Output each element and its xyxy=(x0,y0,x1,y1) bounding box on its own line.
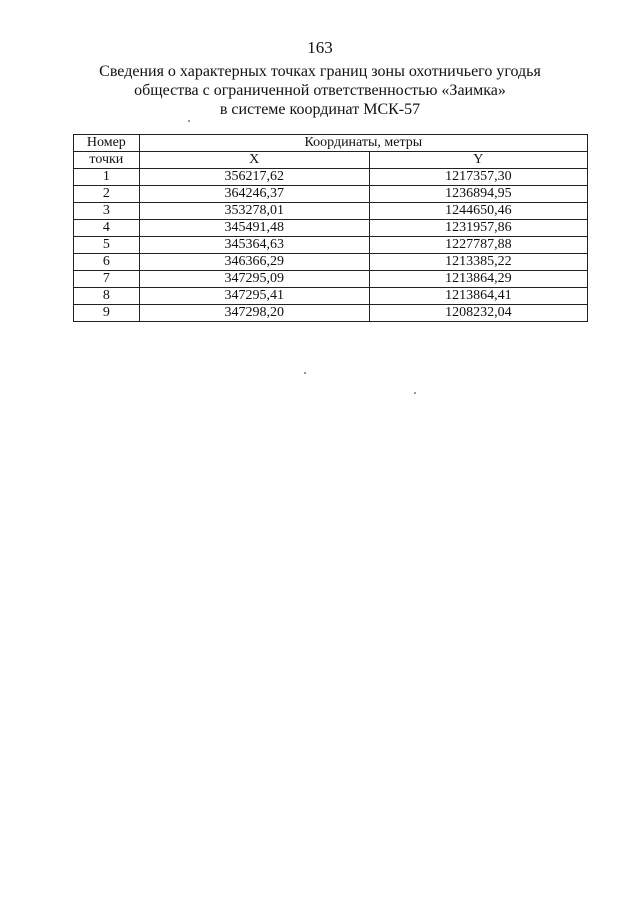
title-line-2: общества с ограниченной ответственностью «Заимка» xyxy=(134,82,506,99)
page-number: 163 xyxy=(307,38,333,57)
scan-speck xyxy=(304,372,306,374)
scan-speck xyxy=(188,120,190,122)
cell-x: 347298,20 xyxy=(139,305,369,322)
cell-x: 356217,62 xyxy=(139,169,369,186)
table-subheader-row xyxy=(74,152,588,169)
cell-point-number: 5 xyxy=(74,237,140,254)
cell-y: 1236894,95 xyxy=(369,186,587,203)
table-row xyxy=(74,169,588,186)
cell-x: 346366,29 xyxy=(139,254,369,271)
cell-y: 1231957,86 xyxy=(369,220,587,237)
header-x: X xyxy=(139,152,369,169)
cell-x: 347295,09 xyxy=(139,271,369,288)
cell-point-number: 3 xyxy=(74,203,140,220)
cell-x: 364246,37 xyxy=(139,186,369,203)
table-row xyxy=(74,203,588,220)
table-row xyxy=(74,220,588,237)
cell-y: 1217357,30 xyxy=(369,169,587,186)
cell-point-number: 2 xyxy=(74,186,140,203)
cell-x: 345364,63 xyxy=(139,237,369,254)
title-line-1: Сведения о характерных точках границ зоны охотничьего угодья xyxy=(99,63,541,80)
header-coordinates: Координаты, метры xyxy=(139,135,587,152)
cell-point-number: 7 xyxy=(74,271,140,288)
document-title xyxy=(0,62,640,119)
cell-point-number: 4 xyxy=(74,220,140,237)
cell-y: 1208232,04 xyxy=(369,305,587,322)
table-row xyxy=(74,288,588,305)
cell-y: 1213864,29 xyxy=(369,271,587,288)
header-point: точки xyxy=(74,152,140,169)
table-row xyxy=(74,254,588,271)
cell-x: 353278,01 xyxy=(139,203,369,220)
cell-y: 1213864,41 xyxy=(369,288,587,305)
table-row xyxy=(74,237,588,254)
title-line-3: в системе координат МСК-57 xyxy=(219,101,421,118)
cell-y: 1213385,22 xyxy=(369,254,587,271)
scan-speck xyxy=(414,392,416,394)
cell-point-number: 6 xyxy=(74,254,140,271)
cell-point-number: 8 xyxy=(74,288,140,305)
table-header-row xyxy=(74,135,588,152)
cell-x: 345491,48 xyxy=(139,220,369,237)
table-row xyxy=(74,305,588,322)
table-row xyxy=(74,271,588,288)
header-number: Номер xyxy=(74,135,140,152)
cell-x: 347295,41 xyxy=(139,288,369,305)
cell-point-number: 9 xyxy=(74,305,140,322)
table-row xyxy=(74,186,588,203)
cell-y: 1244650,46 xyxy=(369,203,587,220)
cell-point-number: 1 xyxy=(74,169,140,186)
header-y: Y xyxy=(369,152,587,169)
coordinates-table xyxy=(73,134,588,322)
cell-y: 1227787,88 xyxy=(369,237,587,254)
